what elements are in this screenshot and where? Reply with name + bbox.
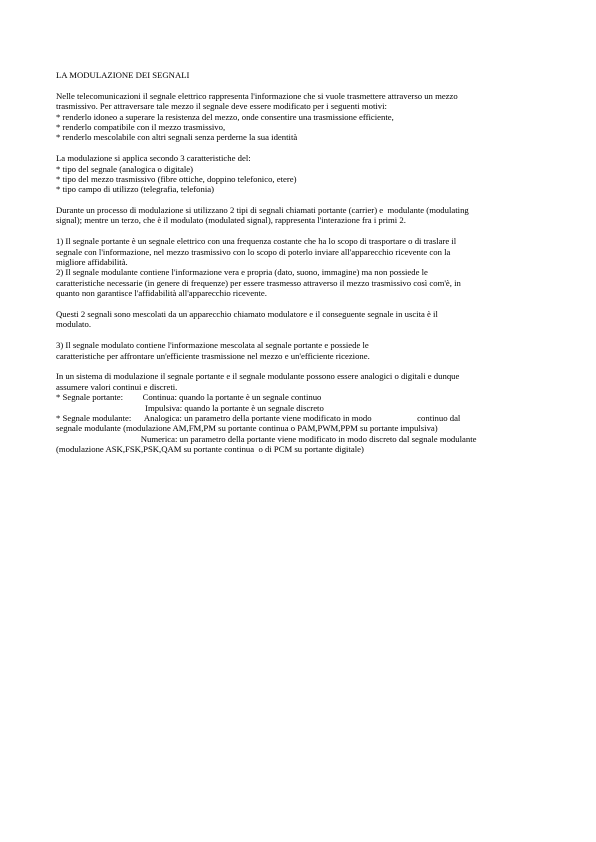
text-line: 2) Il segnale modulante contiene l'informazione vera e propria (dato, suono, immagine) ma non possiede le	[56, 267, 428, 278]
text-line: 1) Il segnale portante è un segnale elettrico con una frequenza costante che ha lo scopo di trasportare o di traslare il	[56, 236, 457, 247]
text-line: modulato.	[56, 319, 91, 330]
text-line: Nelle telecomunicazioni il segnale elettrico rappresenta l'informazione che si vuole trasmettere attraverso un mezzo	[56, 90, 458, 101]
spacer	[56, 330, 542, 340]
system-paragraph	[56, 371, 542, 454]
text-line: * renderlo idoneo a superare la resistenza del mezzo, onde consentire una trasmissione efficiente,	[56, 111, 394, 122]
mixing-paragraph	[56, 309, 542, 330]
text-line: caratteristiche necessarie (in genere di frequenze) per essere trasmesso attraverso il mezzo trasmissivo così com'è, in	[56, 277, 461, 288]
text-line: * renderlo compatibile con il mezzo trasmissivo,	[56, 121, 226, 132]
text-line: quanto non garantisce l'affidabilità all'apparecchio ricevente.	[56, 288, 267, 299]
signals-paragraph	[56, 236, 542, 298]
text-line: assumere valori continui e discreti.	[56, 381, 178, 392]
text-line: * tipo del mezzo trasmissivo (fibre ottiche, doppino telefonico, etere)	[56, 173, 297, 184]
text-line: 3) Il segnale modulato contiene l'informazione mescolata al segnale portante e possiede le	[56, 340, 369, 351]
document-title: LA MODULAZIONE DEI SEGNALI	[56, 70, 190, 80]
text-line: In un sistema di modulazione il segnale portante e il segnale modulante possono essere analogici o digitali e dunque	[56, 371, 460, 382]
text-line: * tipo campo di utilizzo (telegrafia, telefonia)	[56, 184, 214, 195]
text-line: * tipo del segnale (analogica o digitale)	[56, 163, 194, 174]
spacer	[56, 195, 542, 205]
spacer	[56, 226, 542, 236]
text-line: Questi 2 segnali sono mescolati da un apparecchio chiamato modulatore e il conseguente segnale in uscita è il	[56, 309, 438, 319]
modulated-paragraph	[56, 340, 542, 361]
spacer	[56, 80, 542, 90]
text-line: Numerica: un parametro della portante viene modificato in modo discreto dal segnale modulante	[56, 433, 477, 444]
text-line: segnale con l'informazione, nel mezzo trasmissivo con lo scopo di poterlo inviare all'apparecchio ricevente con la	[56, 246, 451, 257]
document-page	[56, 70, 542, 454]
text-line: segnale modulante (modulazione AM,FM,PM su portante continua o PAM,PWM,PPM su portante impulsiva)	[56, 423, 438, 434]
text-line: La modulazione si applica secondo 3 caratteristiche del:	[56, 153, 251, 164]
text-line: (modulazione ASK,FSK,PSK,QAM su portante continua o di PCM su portante digitale)	[56, 444, 364, 455]
text-line: signal); mentre un terzo, che è il modulato (modulated signal), rappresenta l'interazione fra i primi 2.	[56, 215, 406, 226]
characteristics-paragraph	[56, 153, 542, 195]
text-line: * renderlo mescolabile con altri segnali senza perderne la sua identità	[56, 132, 298, 143]
intro-paragraph	[56, 91, 542, 143]
spacer	[56, 143, 542, 153]
spacer	[56, 299, 542, 309]
text-line: trasmissivo. Per attraversare tale mezzo il segnale deve essere modificato per i seguenti motivi:	[56, 101, 387, 112]
text-line: * Segnale modulante: Analogica: un parametro della portante viene modificato in modo continuo dal	[56, 412, 461, 423]
spacer	[56, 361, 542, 371]
text-line: caratteristiche per affrontare un'efficiente trasmissione nel mezzo e un'efficiente ricezione.	[56, 350, 370, 361]
text-line: Impulsiva: quando la portante è un segnale discreto	[56, 402, 324, 413]
process-paragraph	[56, 205, 542, 226]
text-line: migliore affidabilità.	[56, 257, 128, 268]
text-line: Durante un processo di modulazione si utilizzano 2 tipi di segnali chiamati portante (carrier) e modulante (modulating	[56, 205, 469, 216]
text-line: * Segnale portante: Continua: quando la portante è un segnale continuo	[56, 392, 322, 403]
